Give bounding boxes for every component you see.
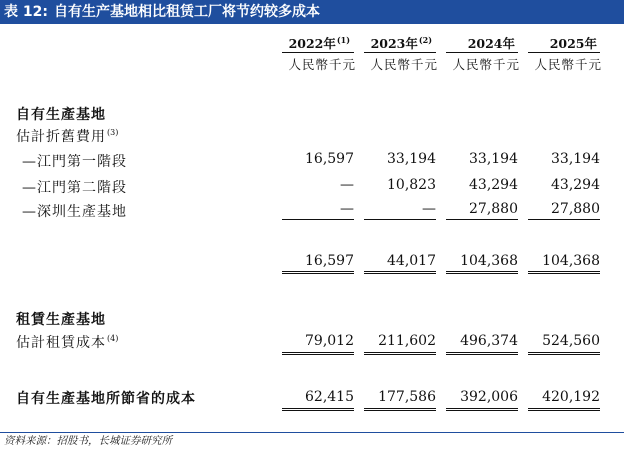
row-label-shenzhen: —深圳生產基地 — [22, 204, 127, 220]
leased-value: 79,012 — [305, 333, 354, 349]
leased-cost-label: 估計租賃成本$^{(4)}$ — [16, 334, 119, 351]
total-double-rule — [446, 271, 518, 274]
cell-value: 27,880 — [551, 201, 600, 217]
total-double-rule — [528, 271, 600, 274]
subtotal-rule — [446, 219, 518, 220]
savings-value: 392,006 — [460, 389, 518, 405]
cell-value: 43,294 — [551, 177, 600, 193]
row-label-jiangmen-2: —江門第二階段 — [22, 180, 127, 196]
savings-label: 自有生產基地所節省的成本 — [16, 391, 196, 407]
depreciation-label: 估計折舊費用$^{(3)}$ — [16, 128, 119, 145]
total-value: 104,368 — [542, 253, 600, 269]
col-unit-2025: 人民幣千元 — [534, 57, 602, 72]
savings-double-rule — [364, 408, 436, 411]
row-label-jiangmen-1: —江門第一階段 — [22, 154, 127, 170]
header-rule-2022 — [282, 52, 354, 53]
leased-value: 496,374 — [460, 333, 518, 349]
total-double-rule — [282, 271, 354, 274]
own-base-heading: 自有生產基地 — [16, 107, 106, 123]
col-unit-2024: 人民幣千元 — [452, 57, 520, 72]
cell-value: 33,194 — [387, 151, 436, 167]
col-header-2023: 2023年$^{(2)}$ — [370, 35, 432, 51]
total-value: 104,368 — [460, 253, 518, 269]
savings-value: 177,586 — [378, 389, 436, 405]
total-value: 44,017 — [387, 253, 436, 269]
cell-value: 10,823 — [387, 177, 436, 193]
table-title-text: 自有生产基地相比租赁工厂将节约较多成本 — [53, 4, 320, 20]
subtotal-rule — [364, 219, 436, 220]
table-title-bar — [0, 0, 624, 24]
savings-double-rule — [446, 408, 518, 411]
leased-double-rule — [446, 352, 518, 355]
leased-double-rule — [364, 352, 436, 355]
savings-value: 420,192 — [542, 389, 600, 405]
cell-value: — — [422, 201, 436, 217]
leased-heading: 租賃生產基地 — [16, 312, 106, 328]
subtotal-rule — [282, 219, 354, 220]
leased-double-rule — [528, 352, 600, 355]
savings-double-rule — [528, 408, 600, 411]
col-header-2022: 2022年$^{(1)}$ — [288, 35, 350, 51]
leased-double-rule — [282, 352, 354, 355]
cell-value: — — [340, 201, 354, 217]
table-number: 表 12: — [4, 4, 48, 20]
cell-value: 33,194 — [551, 151, 600, 167]
total-value: 16,597 — [305, 253, 354, 269]
cell-value: 27,880 — [469, 201, 518, 217]
cell-value: 16,597 — [305, 151, 354, 167]
source-note: 资料来源：招股书，长城证券研究所 — [0, 432, 624, 450]
header-rule-2025 — [528, 52, 600, 53]
leased-value: 524,560 — [542, 333, 600, 349]
savings-value: 62,415 — [305, 389, 354, 405]
total-double-rule — [364, 271, 436, 274]
header-rule-2023 — [364, 52, 436, 53]
leased-value: 211,602 — [378, 333, 436, 349]
cell-value: 43,294 — [469, 177, 518, 193]
savings-double-rule — [282, 408, 354, 411]
subtotal-rule — [528, 219, 600, 220]
header-rule-2024 — [446, 52, 518, 53]
col-unit-2023: 人民幣千元 — [370, 57, 438, 72]
col-unit-2022: 人民幣千元 — [288, 57, 356, 72]
cell-value: 33,194 — [469, 151, 518, 167]
col-header-2024: 2024年 — [467, 36, 515, 51]
col-header-2025: 2025年 — [549, 36, 597, 51]
cell-value: — — [340, 177, 354, 193]
financial-table — [0, 24, 624, 432]
